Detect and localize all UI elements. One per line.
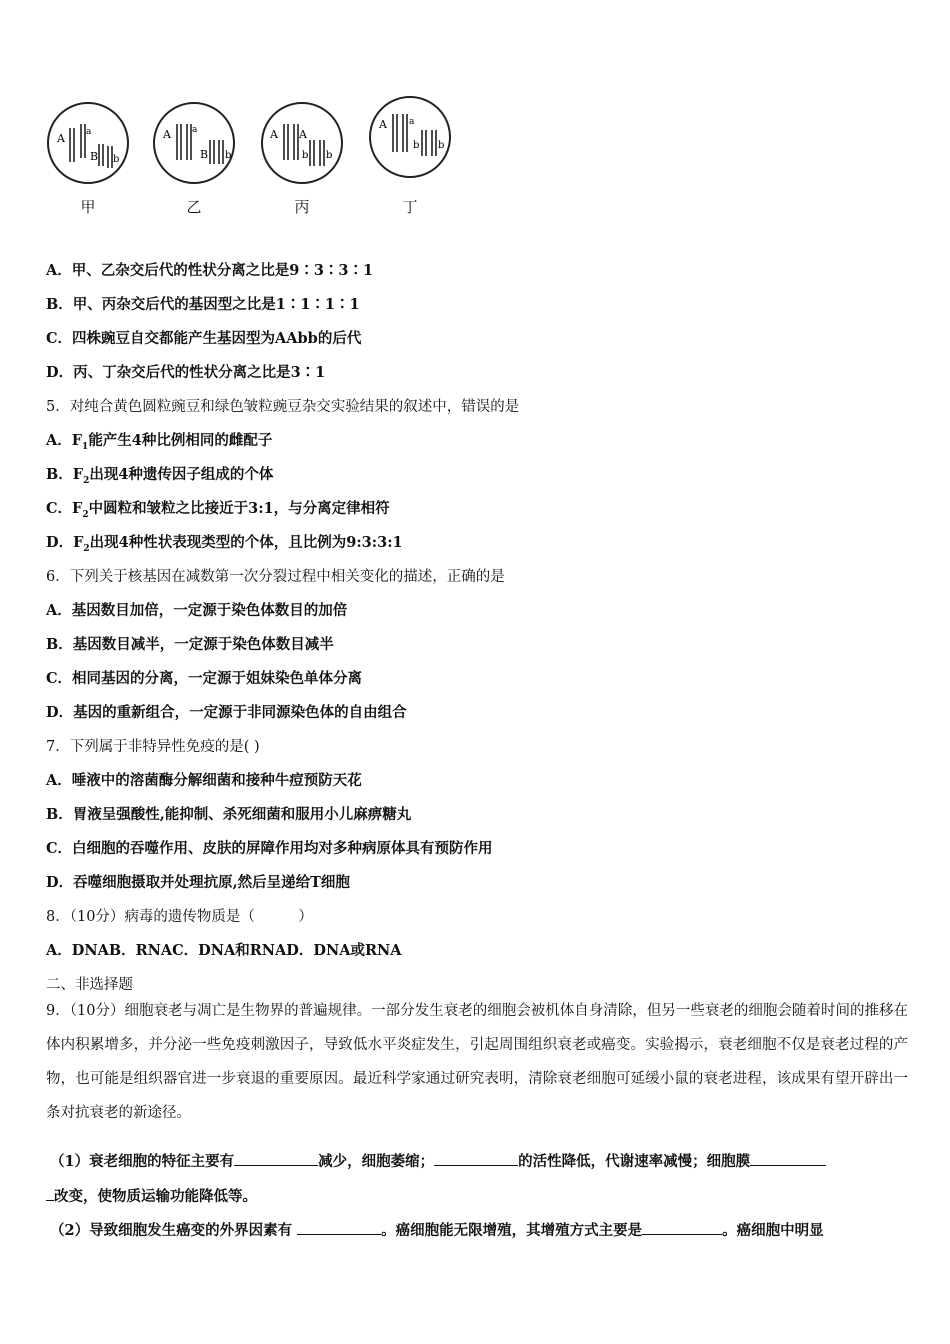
q6-option-b: B．基因数目减半，一定源于染色体数目减半 [46, 636, 334, 653]
cell-jia-diagram [44, 100, 132, 186]
cell-label: 乙 [186, 198, 202, 216]
subscript: 1 [82, 441, 89, 452]
q7-option-a: A．唾液中的溶菌酶分解细菌和接种牛痘预防天花 [46, 772, 362, 789]
subscript: 2 [83, 543, 90, 554]
q5-option-c [46, 499, 910, 525]
answer-blank[interactable] [642, 1218, 722, 1235]
section-heading: 二、非选择题 [46, 977, 133, 993]
q9-sub2-line1 [50, 1218, 910, 1241]
q7-option-c: C．白细胞的吞噬作用、皮肤的屏障作用均对多种病原体具有预防作用 [46, 840, 493, 857]
option-text: 出现4种性状表现类型的个体，且比例为9:3:3:1 [89, 534, 403, 551]
option-text: 能产生4种比例相同的雌配子 [88, 432, 273, 449]
cell-ding [366, 94, 454, 214]
gene-label: a [192, 125, 198, 135]
gene-label: a [409, 117, 415, 127]
option-prefix: A．F [46, 432, 83, 449]
cell-yi [150, 100, 238, 220]
subscript: 2 [83, 475, 90, 486]
gene-label: a [86, 127, 92, 137]
q9-sub1-text2: 减少，细胞萎缩； [318, 1153, 435, 1170]
gene-label: A [379, 118, 387, 131]
cell-label: 甲 [80, 198, 96, 216]
gene-label: b [326, 150, 333, 161]
cell-ding-diagram [366, 94, 454, 180]
q5-stem: 5．对纯合黄色圆粒豌豆和绿色皱粒豌豆杂交实验结果的叙述中，错误的是 [46, 399, 520, 415]
q5-option-d [46, 533, 910, 559]
gene-label: B [200, 148, 209, 161]
cell-label: 丁 [402, 198, 418, 216]
q7-option-b: B．胃液呈强酸性,能抑制、杀死细菌和服用小儿麻痹糖丸 [46, 806, 412, 823]
gene-label: A [299, 128, 307, 141]
q9-sub2-text1: （2）导致细胞发生癌变的外界因素有 [50, 1222, 298, 1239]
gene-label: B [90, 150, 99, 163]
answer-blank[interactable] [46, 1184, 54, 1201]
option-prefix: D．F [46, 534, 84, 551]
answer-blank[interactable] [234, 1149, 318, 1166]
subscript: 2 [82, 509, 89, 520]
answer-blank[interactable] [750, 1149, 826, 1166]
gene-label: b [113, 154, 120, 165]
gene-label: A [270, 128, 278, 141]
q9-sub1-text3: 的活性降低，代谢速率减慢；细胞膜 [518, 1153, 751, 1170]
q4-option-a: A．甲、乙杂交后代的性状分离之比是9∶3∶3∶1 [46, 262, 374, 279]
q9-stem: 9．（10分）细胞衰老与凋亡是生物界的普遍规律。一部分发生衰老的细胞会被机体自身清除，但另一些衰老的细胞会随着时间的推移在体内积累增多，并分泌一些免疫刺激因子，导致低水平炎症发生，引起周围组织衰老或癌变。实验揭示，衰老细胞不仅是衰老过程的产物，也可能是组织器官进一步衰退的重要原因。最近科学家通过研究表明，清除衰老细胞可延缓小鼠的衰老进程，该成果有望开辟出一条对抗衰老的新途径。 [46, 1003, 908, 1121]
q9-sub1-text4: 改变，使物质运输功能降低等。 [54, 1188, 257, 1205]
q9-sub1-text1: （1）衰老细胞的特征主要有 [50, 1153, 235, 1170]
q6-stem: 6．下列关于核基因在减数第一次分裂过程中相关变化的描述，正确的是 [46, 569, 505, 585]
option-text: 出现4种遗传因子组成的个体 [89, 466, 274, 483]
gene-label: A [163, 128, 171, 141]
q4-option-b: B．甲、丙杂交后代的基因型之比是1∶1∶1∶1 [46, 296, 360, 313]
q9-sub2-text3: 。癌细胞中明显 [722, 1222, 824, 1239]
q4-option-c: C．四株豌豆自交都能产生基因型为AAbb的后代 [46, 330, 362, 347]
cell-bing [258, 100, 346, 220]
q6-option-c: C．相同基因的分离，一定源于姐妹染色单体分离 [46, 670, 363, 687]
cell-yi-diagram [150, 100, 238, 186]
gene-label: b [225, 150, 232, 161]
gene-label: A [57, 132, 65, 145]
option-text: 中圆粒和皱粒之比接近于3:1，与分离定律相符 [88, 500, 390, 517]
cell-label: 丙 [294, 198, 310, 216]
q9-sub1-line1 [50, 1149, 910, 1172]
option-prefix: C．F [46, 500, 83, 517]
q8-stem: 8．（10分）病毒的遗传物质是（ ） [46, 909, 313, 925]
answer-blank[interactable] [434, 1149, 518, 1166]
q9-sub1-line2 [46, 1184, 910, 1207]
q5-option-a [46, 431, 910, 457]
gene-label: b [438, 140, 445, 151]
cell-jia [44, 100, 132, 220]
q7-option-d: D．吞噬细胞摄取并处理抗原,然后呈递给T细胞 [46, 874, 350, 891]
q8-options: A．DNAB．RNAC．DNA和RNAD．DNA或RNA [46, 942, 402, 959]
q7-stem: 7．下列属于非特异性免疫的是( ) [46, 739, 260, 755]
option-prefix: B．F [46, 466, 84, 483]
cell-bing-diagram [258, 100, 346, 186]
q4-option-d: D．丙、丁杂交后代的性状分离之比是3∶1 [46, 364, 326, 381]
q5-option-b [46, 465, 910, 491]
q9-sub2-text2: 。癌细胞能无限增殖，其增殖方式主要是 [381, 1222, 643, 1239]
gene-label: b [413, 140, 420, 151]
q6-option-a: A．基因数目加倍，一定源于染色体数目的加倍 [46, 602, 348, 619]
q6-option-d: D．基因的重新组合，一定源于非同源染色体的自由组合 [46, 704, 407, 721]
answer-blank[interactable] [297, 1218, 381, 1235]
chromosome-figure [40, 100, 470, 230]
gene-label: b [302, 150, 309, 161]
